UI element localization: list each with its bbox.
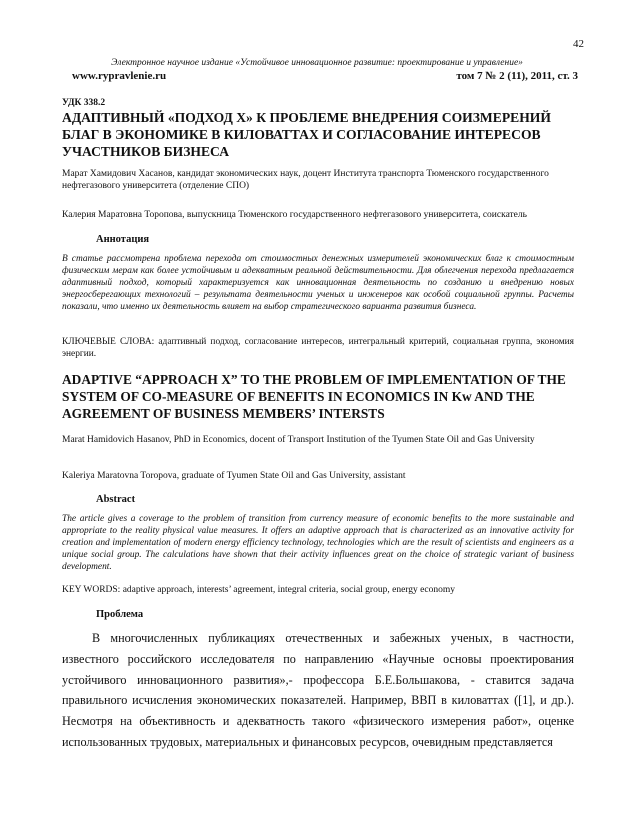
keywords-en: KEY WORDS: adaptive approach, interests’ agreement, integral criteria, social group, energy economy: [62, 585, 455, 595]
author-2-ru: Калерия Маратовна Торопова, выпускница Тюменского государственного нефтегазового университета, соискатель: [62, 210, 527, 220]
page-number: 42: [573, 38, 584, 50]
abstract-heading: Abstract: [96, 494, 136, 505]
annotation-text: В статье рассмотрена проблема перехода от стоимостных денежных измерителей экономических благ к стоимостным физическим мерам как более устойчивым и адекватным реальной действительности. Для облегчения перехода предлагается адаптивный подход, который характеризуется как инновационная деятельность по созданию и внедрению новых энергосберегающих технологий – результата деятельности ученых и инженеров как особой социальной группы. Расчеты показали, что именно их деятельность влияет на выбор стратегического варианта развития бизнеса.: [62, 254, 574, 312]
title-en: ADAPTIVE “APPROACH X” TO THE PROBLEM OF IMPLEMENTATION OF THE SYSTEM OF CO-MEASURE OF BENEFITS IN ECONOMICS IN Kw AND THE AGREEMENT OF BUSINESS MEMBERS’ INTERSTS: [62, 372, 566, 421]
title-ru: АДАПТИВНЫЙ «ПОДХОД Х» К ПРОБЛЕМЕ ВНЕДРЕНИЯ СОИЗМЕРЕНИЙ БЛАГ В ЭКОНОМИКЕ В КИЛОВАТТАХ И СОГЛАСОВАНИЕ ИНТЕРЕСОВ УЧАСТНИКОВ БИЗНЕСА: [62, 110, 551, 159]
abstract-text: The article gives a coverage to the problem of transition from currency measure of economic benefits to the more sustainable and appropriate to the reality physical value measures. It offers an adaptive approach that is characterized as an innovative activity for creation and implementation of modern energy efficiency technology, technologies which are the result of scientists and engineers as a unique social group. The calculations have shown that their activity influences great on the choice of strategic variant of business development.: [62, 514, 574, 572]
journal-name: Электронное научное издание «Устойчивое инновационное развитие: проектирование и управление»: [111, 58, 523, 68]
udk-code: УДК 338.2: [62, 98, 106, 108]
running-header: [72, 70, 578, 82]
body-paragraph: В многочисленных публикациях отечественных и забежных ученых, в частности, известного российского исследователя по направлению «Научные основы проектирования устойчивого инновационного развития»,- профессора Б.Е.Большакова, - ставится задача правильного исчисления экономических показателей. Например, ВВП в киловаттах ([1], и др.). Несмотря на объективность и адекватность такого «физического измерения работ», оценке использованных трудовых, материальных и финансовых ресурсов, очевидным представляется: [62, 631, 574, 749]
author-1-ru: Марат Хамидович Хасанов, кандидат экономических наук, доцент Института транспорта Тюменского государственного нефтегазового университета (отделение СПО): [62, 169, 549, 191]
annotation-heading: Аннотация: [96, 234, 150, 245]
keywords-ru: КЛЮЧЕВЫЕ СЛОВА: адаптивный подход, согласование интересов, интегральный критерий, социальная группа, экономия энергии.: [62, 337, 574, 359]
problem-heading: Проблема: [96, 609, 144, 620]
author-1-en: Marat Hamidovich Hasanov, PhD in Economics, docent of Transport Institution of the Tyumen State Oil and Gas University: [62, 435, 535, 445]
website-link[interactable]: www.rypravlenie.ru: [72, 70, 167, 82]
author-2-en: Kaleriya Maratovna Toropova, graduate of Tyumen State Oil and Gas University, assistant: [62, 471, 406, 481]
issue-info: том 7 № 2 (11), 2011, ст. 3: [456, 70, 578, 82]
